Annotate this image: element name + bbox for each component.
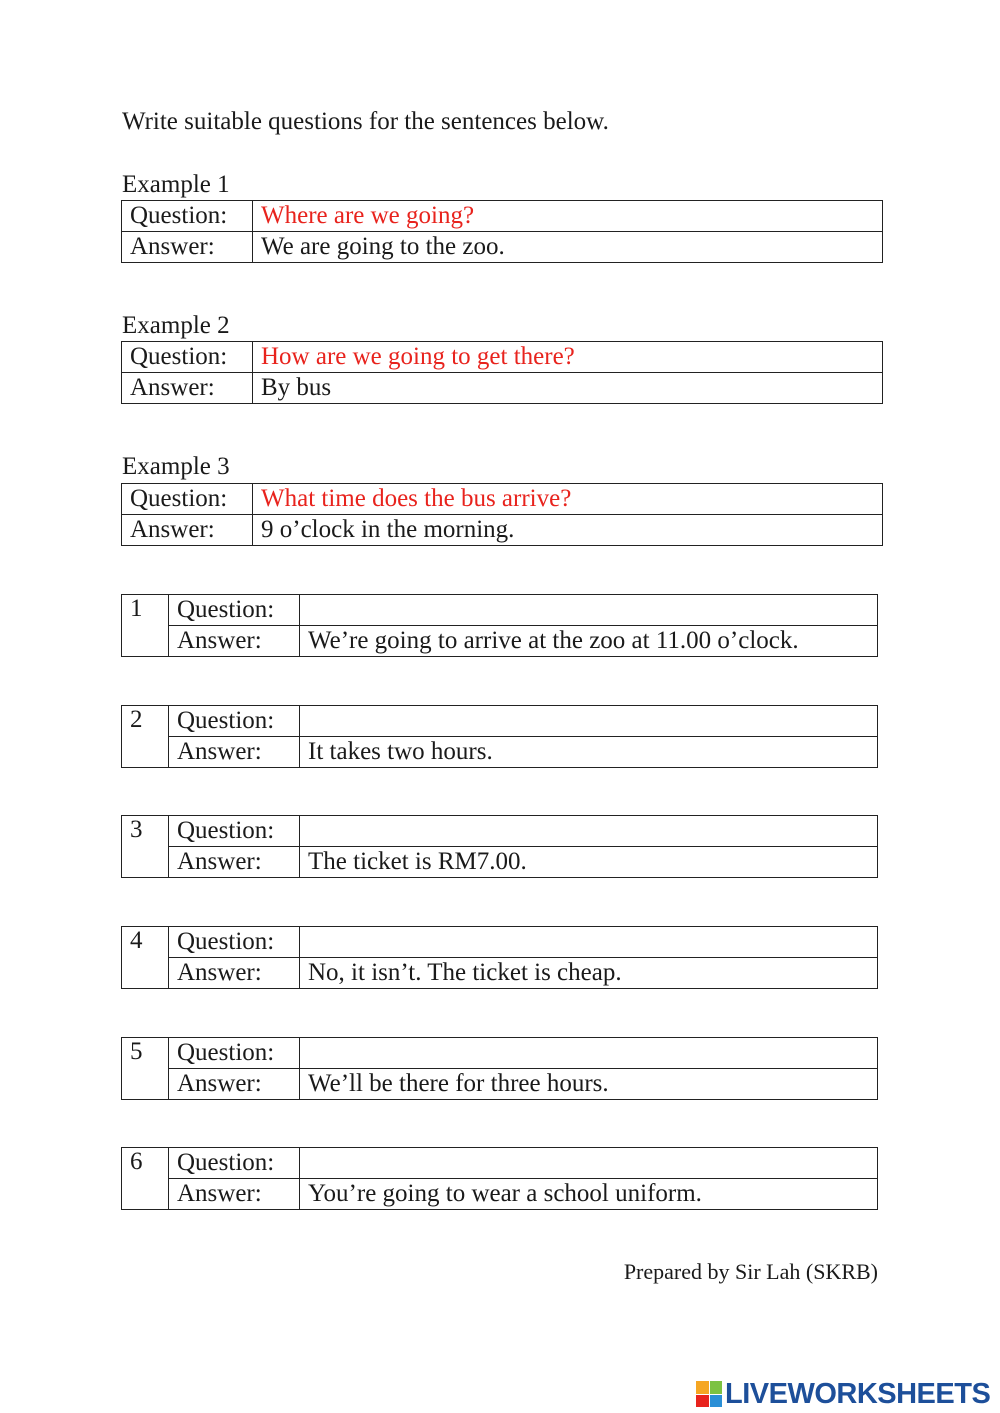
question-6-answer-input[interactable] xyxy=(300,1148,878,1179)
question-1-table xyxy=(121,594,878,657)
question-1-answer-input[interactable] xyxy=(300,595,878,626)
question-1-question-label: Question: xyxy=(169,595,300,626)
example-2-answer-text: By bus xyxy=(253,373,883,404)
example-2-label: Example 2 xyxy=(122,312,230,339)
question-5-question-row xyxy=(122,1038,878,1069)
question-5-answer-text: We’ll be there for three hours. xyxy=(300,1069,878,1100)
example-3-answer-text: 9 o’clock in the morning. xyxy=(253,515,883,546)
question-2-answer-row xyxy=(122,737,878,768)
question-5-question-label: Question: xyxy=(169,1038,300,1069)
question-5-answer-row xyxy=(122,1069,878,1100)
example-3-question-label: Question: xyxy=(122,484,253,515)
question-2-question-label: Question: xyxy=(169,706,300,737)
question-4-answer-input[interactable] xyxy=(300,927,878,958)
example-1-answer-text: We are going to the zoo. xyxy=(253,232,883,263)
example-2-question-text: How are we going to get there? xyxy=(253,342,883,373)
example-1-question-row xyxy=(122,201,883,232)
example-2-question-label: Question: xyxy=(122,342,253,373)
question-4-answer-row xyxy=(122,958,878,989)
question-2-number: 2 xyxy=(122,706,169,768)
question-4-question-row xyxy=(122,927,878,958)
example-2-table xyxy=(121,341,883,404)
example-2-question-row xyxy=(122,342,883,373)
example-3-table xyxy=(121,483,883,546)
example-3-answer-label: Answer: xyxy=(122,515,253,546)
question-5-table xyxy=(121,1037,878,1100)
question-5-number: 5 xyxy=(122,1038,169,1100)
liveworksheets-logo-text: LIVEWORKSHEETS xyxy=(725,1378,991,1410)
question-6-table xyxy=(121,1147,878,1210)
question-6-question-label: Question: xyxy=(169,1148,300,1179)
question-1-answer-label: Answer: xyxy=(169,626,300,657)
example-1-table xyxy=(121,200,883,263)
example-1-answer-row xyxy=(122,232,883,263)
question-2-answer-label: Answer: xyxy=(169,737,300,768)
question-6-answer-text: You’re going to wear a school uniform. xyxy=(300,1179,878,1210)
question-1-answer-text: We’re going to arrive at the zoo at 11.00 o’clock. xyxy=(300,626,878,657)
author-credit: Prepared by Sir Lah (SKRB) xyxy=(623,1259,878,1284)
question-3-answer-label: Answer: xyxy=(169,847,300,878)
example-2-answer-row xyxy=(122,373,883,404)
question-1-question-row xyxy=(122,595,878,626)
question-6-number: 6 xyxy=(122,1148,169,1210)
example-3-label: Example 3 xyxy=(122,453,230,480)
liveworksheets-logo[interactable] xyxy=(696,1377,990,1411)
example-1-question-label: Question: xyxy=(122,201,253,232)
question-2-question-row xyxy=(122,706,878,737)
question-6-question-row xyxy=(122,1148,878,1179)
question-2-answer-input[interactable] xyxy=(300,706,878,737)
question-5-answer-label: Answer: xyxy=(169,1069,300,1100)
example-1-label: Example 1 xyxy=(122,171,230,198)
question-3-answer-row xyxy=(122,847,878,878)
example-1-question-text: Where are we going? xyxy=(253,201,883,232)
instruction-text: Write suitable questions for the sentences below. xyxy=(122,108,609,135)
liveworksheets-logo-icon xyxy=(696,1381,722,1407)
question-5-answer-input[interactable] xyxy=(300,1038,878,1069)
example-3-question-text: What time does the bus arrive? xyxy=(253,484,883,515)
question-3-answer-input[interactable] xyxy=(300,816,878,847)
question-4-table xyxy=(121,926,878,989)
example-3-question-row xyxy=(122,484,883,515)
question-4-answer-label: Answer: xyxy=(169,958,300,989)
question-1-answer-row xyxy=(122,626,878,657)
question-3-question-row xyxy=(122,816,878,847)
question-3-number: 3 xyxy=(122,816,169,878)
question-3-question-label: Question: xyxy=(169,816,300,847)
example-1-answer-label: Answer: xyxy=(122,232,253,263)
question-6-answer-row xyxy=(122,1179,878,1210)
question-3-answer-text: The ticket is RM7.00. xyxy=(300,847,878,878)
example-2-answer-label: Answer: xyxy=(122,373,253,404)
example-3-answer-row xyxy=(122,515,883,546)
question-4-number: 4 xyxy=(122,927,169,989)
question-3-table xyxy=(121,815,878,878)
question-1-number: 1 xyxy=(122,595,169,657)
question-2-answer-text: It takes two hours. xyxy=(300,737,878,768)
question-4-answer-text: No, it isn’t. The ticket is cheap. xyxy=(300,958,878,989)
question-4-question-label: Question: xyxy=(169,927,300,958)
question-6-answer-label: Answer: xyxy=(169,1179,300,1210)
question-2-table xyxy=(121,705,878,768)
